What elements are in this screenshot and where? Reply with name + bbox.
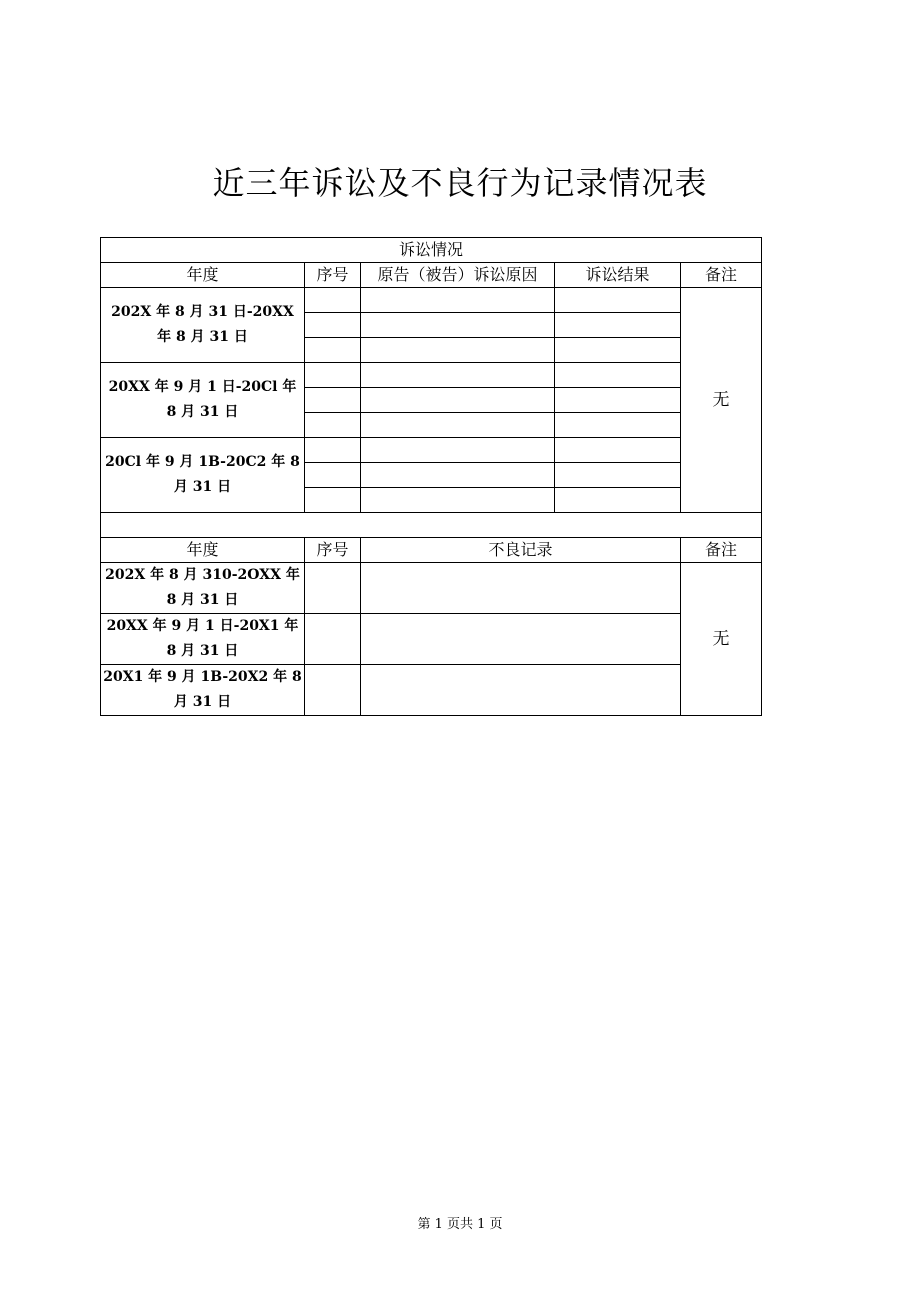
table-cell xyxy=(305,388,361,413)
table-cell xyxy=(361,413,555,438)
table-cell xyxy=(361,463,555,488)
header-cause: 原告（被告）诉讼原因 xyxy=(361,263,555,288)
bad-remark: 无 xyxy=(681,563,762,716)
table-cell xyxy=(305,288,361,313)
table-cell xyxy=(555,488,681,513)
table-cell xyxy=(555,363,681,388)
table-cell xyxy=(305,413,361,438)
table-cell xyxy=(361,563,681,614)
header-seq: 序号 xyxy=(305,263,361,288)
table-cell xyxy=(305,488,361,513)
bad-period-2: 20XX 年 9 月 1 日-20X1 年 8 月 31 日 xyxy=(101,614,305,665)
table-cell xyxy=(305,363,361,388)
table-cell xyxy=(555,388,681,413)
table-cell xyxy=(305,463,361,488)
table-cell xyxy=(555,438,681,463)
table-cell xyxy=(361,488,555,513)
table-cell xyxy=(305,338,361,363)
header-remark: 备注 xyxy=(681,263,762,288)
table-cell xyxy=(555,288,681,313)
table-cell xyxy=(361,313,555,338)
litigation-section-title: 诉讼情况 xyxy=(101,238,762,263)
table-cell xyxy=(555,463,681,488)
table-cell xyxy=(361,363,555,388)
table-cell xyxy=(305,614,361,665)
header-year: 年度 xyxy=(101,263,305,288)
table-cell xyxy=(305,313,361,338)
records-table xyxy=(100,237,762,716)
bad-period-1: 202X 年 8 月 310-2OXX 年 8 月 31 日 xyxy=(101,563,305,614)
bad-header-seq: 序号 xyxy=(305,538,361,563)
page-footer: 第 1 页共 1 页 xyxy=(417,1217,503,1232)
document-title: 近三年诉讼及不良行为记录情况表 xyxy=(212,164,708,202)
separator-row xyxy=(101,513,762,538)
litigation-period-2: 20XX 年 9 月 1 日-20Cl 年 8 月 31 日 xyxy=(101,363,305,438)
table-cell xyxy=(555,413,681,438)
table-cell xyxy=(361,665,681,716)
litigation-remark: 无 xyxy=(681,288,762,513)
table-cell xyxy=(361,338,555,363)
table-cell xyxy=(361,388,555,413)
litigation-period-3: 20Cl 年 9 月 1B-20C2 年 8 月 31 日 xyxy=(101,438,305,513)
bad-header-year: 年度 xyxy=(101,538,305,563)
litigation-period-1: 202X 年 8 月 31 日-20XX 年 8 月 31 日 xyxy=(101,288,305,363)
table-cell xyxy=(361,438,555,463)
table-cell xyxy=(305,438,361,463)
table-cell xyxy=(305,563,361,614)
table-cell xyxy=(305,665,361,716)
table-cell xyxy=(555,338,681,363)
bad-header-record: 不良记录 xyxy=(361,538,681,563)
table-cell xyxy=(555,313,681,338)
table-cell xyxy=(361,614,681,665)
bad-period-3: 20X1 年 9 月 1B-20X2 年 8 月 31 日 xyxy=(101,665,305,716)
bad-header-remark: 备注 xyxy=(681,538,762,563)
header-result: 诉讼结果 xyxy=(555,263,681,288)
table-cell xyxy=(361,288,555,313)
